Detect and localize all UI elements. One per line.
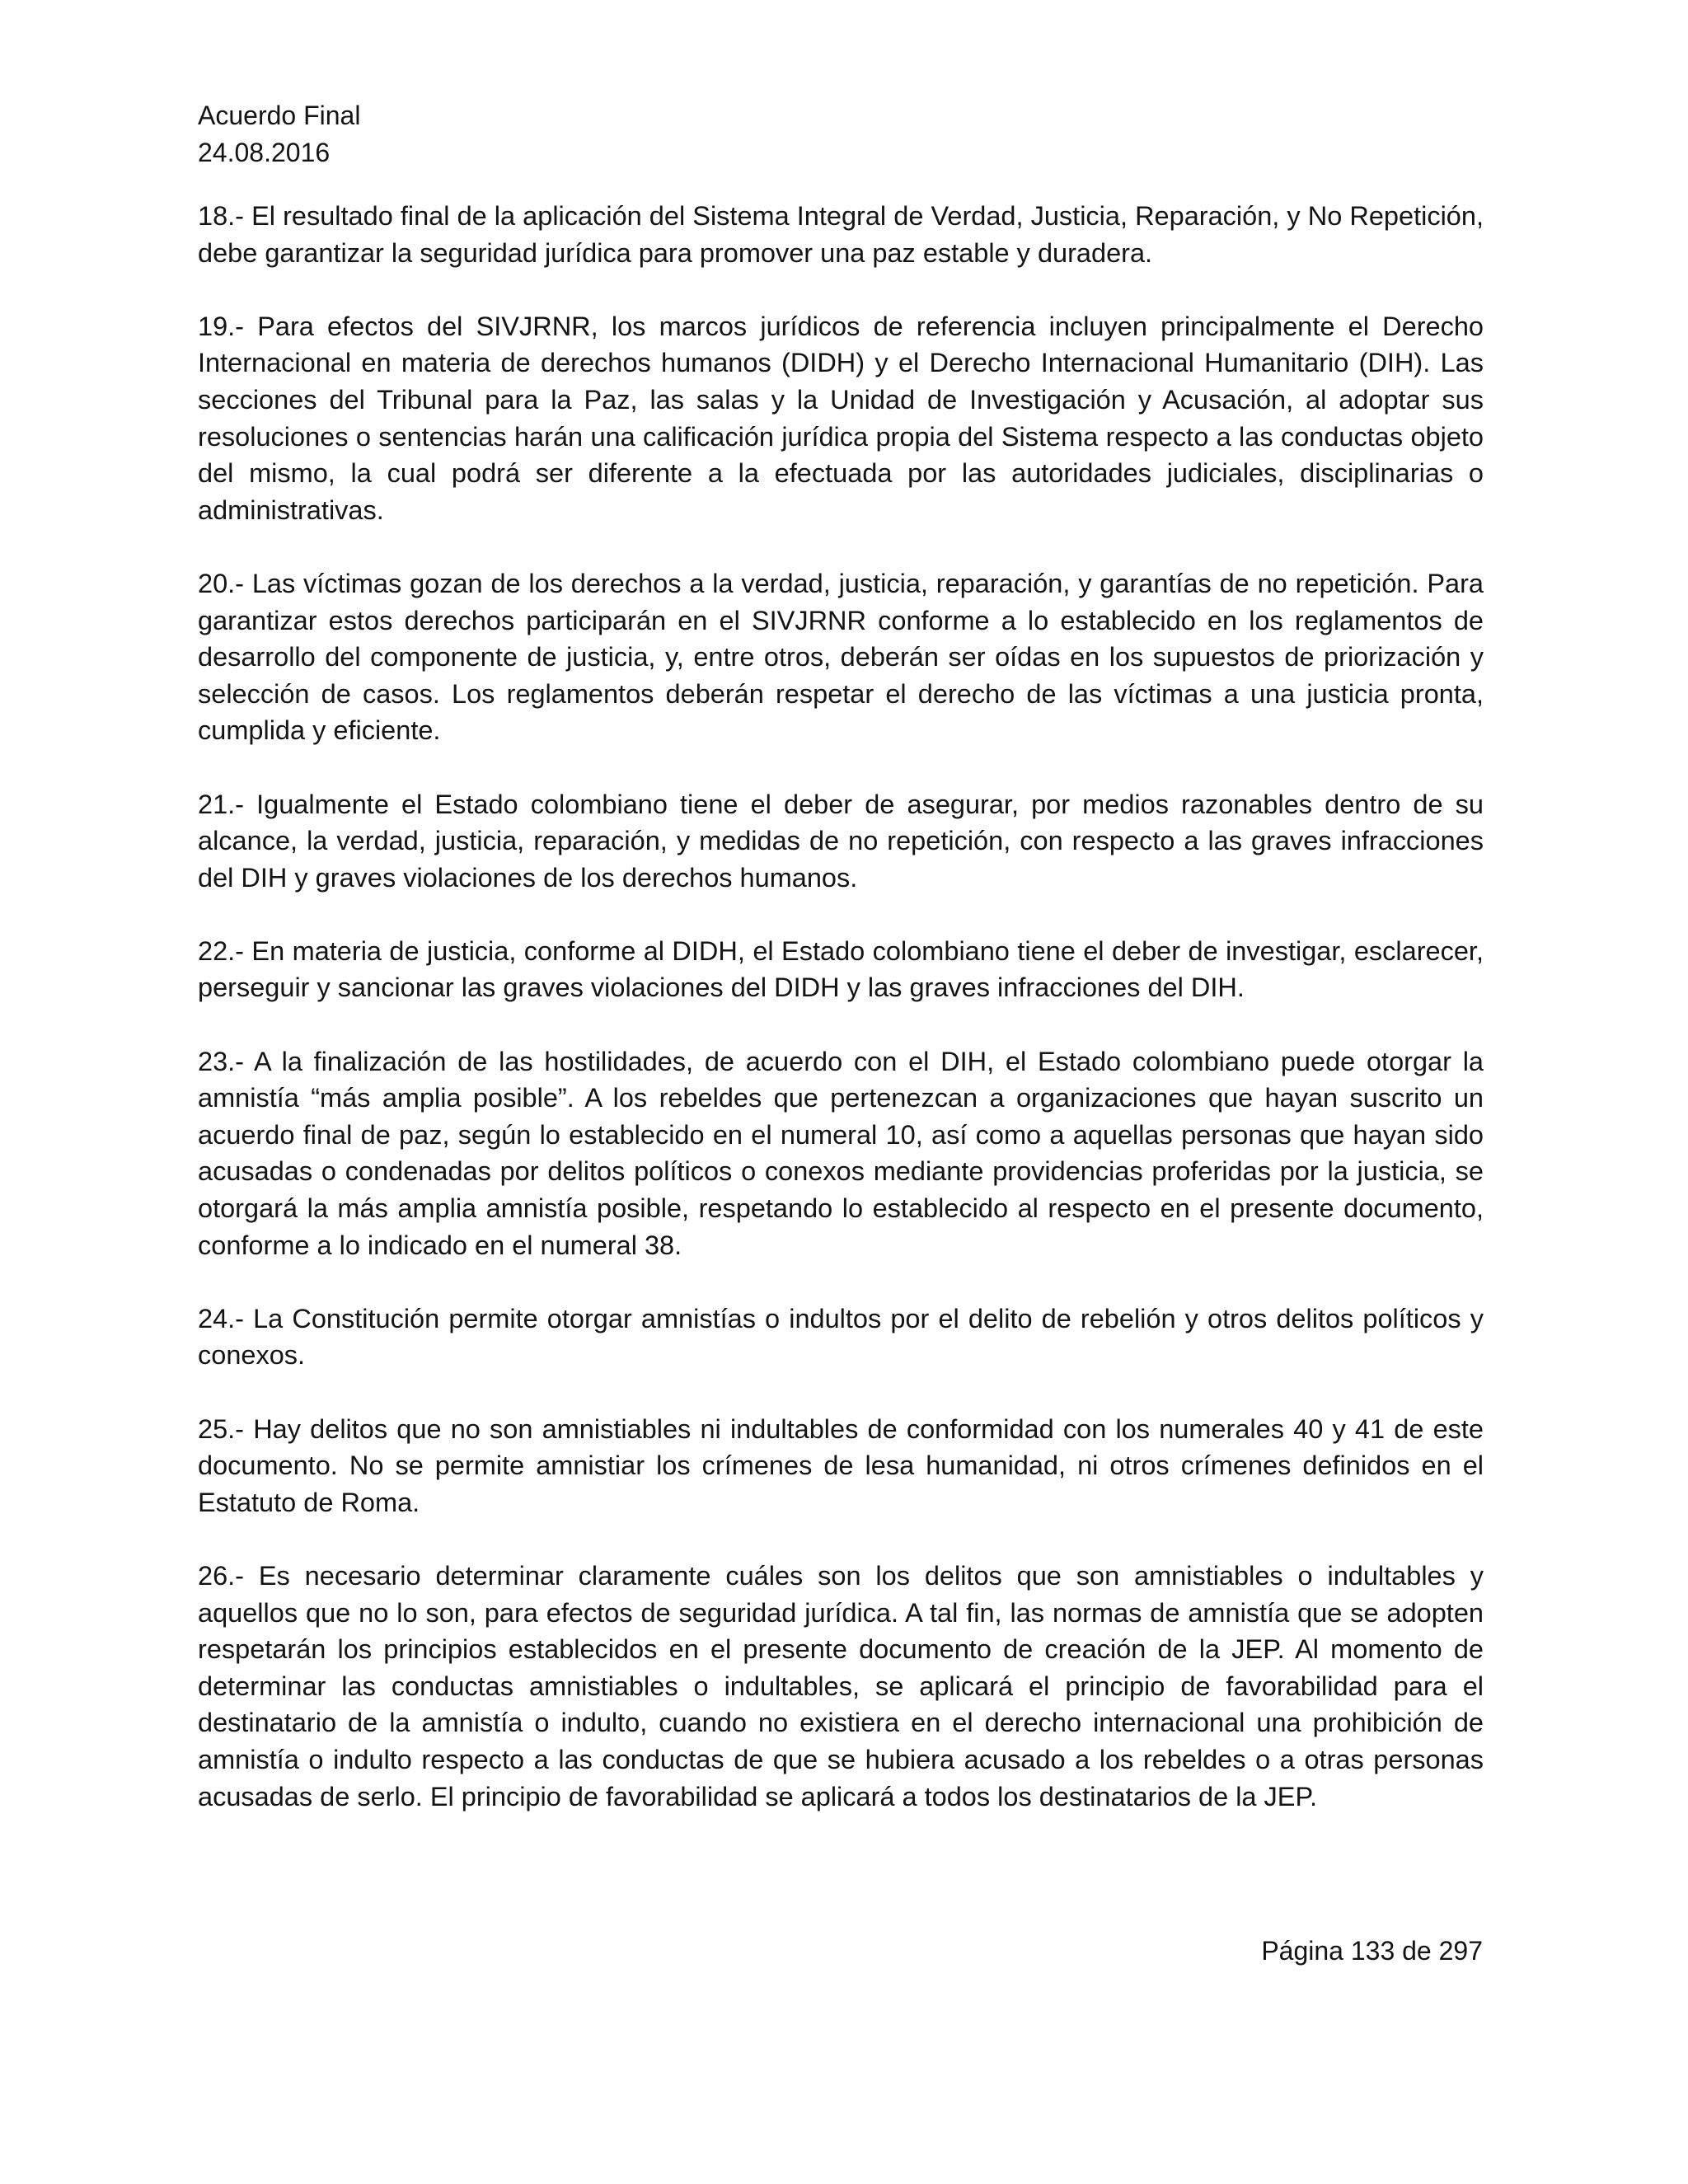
paragraph-25: 25.- Hay delitos que no son amnistiables ni indultables de conformidad con los numerales 40 y 41 de este documento. No se permite amnistiar los crímenes de lesa humanidad, ni otros crímenes definidos en el Estatuto de Roma. <box>198 1413 1484 1517</box>
paragraph-20: 20.- Las víctimas gozan de los derechos a la verdad, justicia, reparación, y garantías de no repetición. Para garantizar estos derechos participarán en el SIVJRNR conforme a lo establecido en los reglamentos de desarrollo del componente de justicia, y, entre otros, deberán ser oídas en los supuestos de priorización y selección de casos. Los reglamentos deberán respetar el derecho de las víctimas a una justicia pronta, cumplida y eficiente. <box>198 568 1484 746</box>
paragraph-21: 21.- Igualmente el Estado colombiano tiene el deber de asegurar, por medios razonables dentro de su alcance, la verdad, justicia, reparación, y medidas de no repetición, con respecto a las graves infracciones del DIH y graves violaciones de los derechos humanos. <box>198 789 1484 893</box>
page-header <box>198 97 360 171</box>
paragraph-19: 19.- Para efectos del SIVJRNR, los marcos jurídicos de referencia incluyen principalmente el Derecho Internacional en materia de derechos humanos (DIDH) y el Derecho Internacional Humanitario (DIH). Las secciones del Tribunal para la Paz, las salas y la Unidad de Investigación y Acusación, al adoptar sus resoluciones o sentencias harán una calificación jurídica propia del Sistema respecto a las conductas objeto del mismo, la cual podrá ser diferente a la efectuada por las autoridades judiciales, disciplinarias o administrativas. <box>198 311 1484 525</box>
paragraph-26: 26.- Es necesario determinar claramente cuáles son los delitos que son amnistiables o indultables y aquellos que no lo son, para efectos de seguridad jurídica. A tal fin, las normas de amnistía que se adopten respetarán los principios establecidos en el presente documento de creación de la JEP. Al momento de determinar las conductas amnistiables o indultables, se aplicará el principio de favorabilidad para el destinatario de la amnistía o indulto, cuando no existiera en el derecho internacional una prohibición de amnistía o indulto respecto a las conductas de que se hubiera acusado a los rebeldes o a otras personas acusadas de serlo. El principio de favorabilidad se aplicará a todos los destinatarios de la JEP. <box>198 1560 1484 1811</box>
document-date: 24.08.2016 <box>198 138 331 167</box>
paragraph-22: 22.- En materia de justicia, conforme al DIDH, el Estado colombiano tiene el deber de investigar, esclarecer, perseguir y sancionar las graves violaciones del DIDH y las graves infracciones del DIH. <box>198 935 1484 1003</box>
paragraph-24: 24.- La Constitución permite otorgar amnistías o indultos por el delito de rebelión y otros delitos políticos y conexos. <box>198 1303 1484 1371</box>
paragraph-23: 23.- A la finalización de las hostilidades, de acuerdo con el DIH, el Estado colombiano puede otorgar la amnistía “más amplia posible”. A los rebeldes que pertenezcan a organizaciones que hayan suscrito un acuerdo final de paz, según lo establecido en el numeral 10, así como a aquellas personas que hayan sido acusadas o condenadas por delitos políticos o conexos mediante providencias proferidas por la justicia, se otorgará la más amplia amnistía posible, respetando lo establecido al respecto en el presente documento, conforme a lo indicado en el numeral 38. <box>198 1046 1484 1260</box>
page-number: Página 133 de 297 <box>1261 1936 1483 1966</box>
paragraph-18: 18.- El resultado final de la aplicación del Sistema Integral de Verdad, Justicia, Reparación, y No Repetición, debe garantizar la seguridad jurídica para promover una paz estable y duradera. <box>198 201 1484 268</box>
document-title: Acuerdo Final <box>198 101 361 130</box>
document-body <box>198 198 1484 1852</box>
